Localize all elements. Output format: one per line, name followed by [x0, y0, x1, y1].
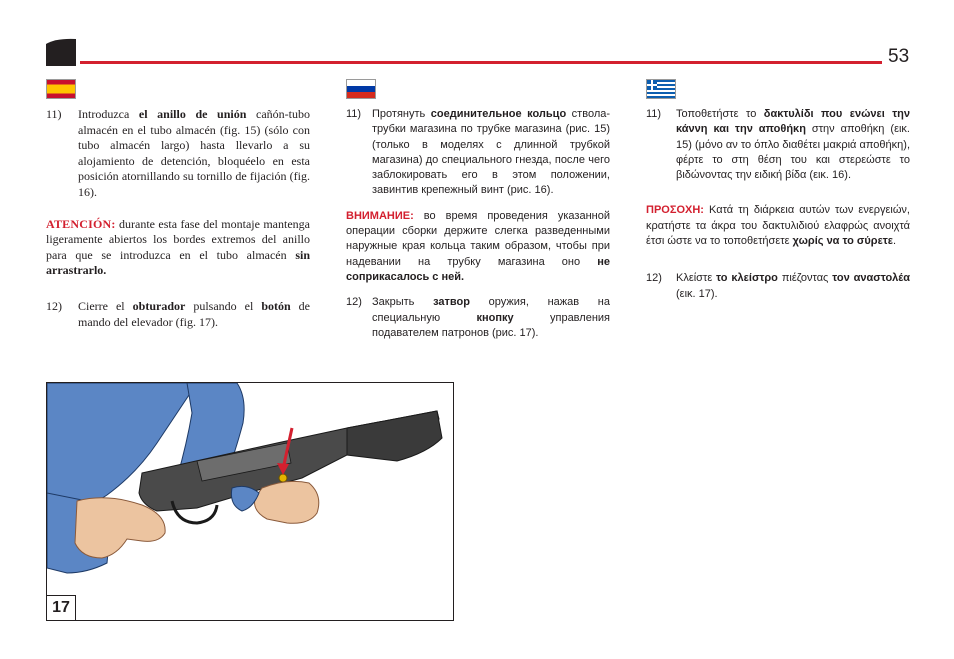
text-run: Закрыть	[372, 296, 434, 309]
step-11-es	[46, 107, 310, 201]
text-run: pulsando el	[185, 298, 262, 313]
step-text	[372, 295, 610, 341]
bold-term: το κλείστρο	[716, 272, 778, 285]
step-number: 11)	[646, 108, 662, 120]
text-run: оружия, нажав на специальную	[372, 296, 610, 324]
bold-term: obturador	[132, 298, 186, 313]
text-run: Τοποθετήστε το	[676, 108, 764, 120]
text-run: πιέζοντας	[777, 272, 833, 285]
text-run: ствола-трубки магазина по трубке магазина (рис. 15) (только в моделях с длинной трубкой магазина) до специального гнезда, после чего заблокировать его в этом положении, завинтив крепежный винт (рис. 16).	[372, 108, 611, 197]
step-text	[78, 299, 310, 330]
step-12-es	[46, 299, 310, 330]
warning-es	[46, 217, 310, 279]
text-run: (εικ. 17).	[676, 287, 718, 300]
step-number: 12)	[646, 272, 662, 285]
bold-term: соединительное кольцо	[430, 108, 567, 120]
bold-term: botón	[261, 298, 291, 313]
warning-label: ATENCIÓN:	[46, 216, 116, 231]
shotgun-illustration	[47, 383, 453, 620]
greek-column	[646, 107, 910, 302]
step-number: 11)	[46, 107, 62, 121]
spain-flag-icon	[46, 79, 76, 99]
step-text	[676, 271, 910, 302]
step-11-gr	[646, 107, 910, 183]
warning-gr	[646, 203, 910, 249]
bold-term: δακτυλίδι που ενώνει την κάννη και την αποθήκη	[676, 108, 910, 136]
spanish-column	[46, 107, 310, 330]
text-run: Протянуть	[372, 108, 431, 120]
text-run: во время проведения указанной операции сборки держите слегка разведенными наружные края кольца таким образом, чтобы при надевании на трубку магазина оно	[346, 209, 610, 268]
text-run: .	[892, 235, 897, 248]
step-number: 12)	[346, 296, 362, 309]
text-run: de mando del elevador (fig. 17).	[78, 298, 310, 329]
step-11-ru	[346, 107, 610, 199]
warning-label: ΠΡΟΣΟΧΗ:	[646, 204, 704, 217]
warning-ru	[346, 209, 610, 285]
text-run: Cierre el	[78, 298, 133, 313]
russia-flag-icon	[346, 79, 376, 99]
russian-column	[346, 107, 610, 341]
warning-label: ВНИМАНИЕ:	[346, 209, 414, 222]
step-12-gr	[646, 271, 910, 302]
text-run: στην αποθήκη (εικ. 15) (μόνο αν το όπλο διαθέτει μακριά αποθήκη), φέρτε το στη θέση του και στερεώστε το βιδώνοντας την ειδική βίδα (εικ. 16).	[676, 123, 910, 182]
greece-flag-icon	[646, 79, 676, 99]
bold-term: el anillo de unión	[138, 107, 247, 121]
step-text	[676, 107, 910, 183]
text-run: cañón-tubo almacén en el tubo almacén (fig. 15) (sólo con tubo almacén largo) hasta llevarlo a su alojamiento de detención, bloquéelo en esta posición atornillando su tornillo de fijación (fig. 16).	[78, 107, 310, 199]
page-number: 53	[888, 46, 910, 67]
text-run: управления подавателем патронов (рис. 17).	[372, 311, 610, 339]
text-run: durante esta fase del montaje mantenga ligeramente abiertos los bordes extremos del anillo para que se introduzca en el tubo almacén	[46, 216, 310, 262]
step-number: 11)	[346, 108, 362, 120]
bold-term: τον αναστολέα	[832, 272, 910, 285]
header-rule	[80, 61, 882, 64]
page-tab-mark	[46, 38, 76, 66]
bold-term: затвор	[433, 296, 470, 309]
bold-term: sin arrastrarlo.	[46, 247, 310, 278]
step-text	[78, 107, 310, 201]
text-run: Κλείστε	[676, 272, 717, 285]
bold-term: χωρίς να το σύρετε	[792, 235, 893, 248]
bold-term: кнопку	[476, 311, 514, 324]
text-run: Κατά τη διάρκεια αυτών των ενεργειών, κρατήστε τα άκρα του δακτυλιδιού ελαφρώς ανοιχτά έτσι ώστε να το τοποθετήσετε	[646, 204, 910, 248]
figure-number: 17	[46, 595, 76, 621]
figure-17	[46, 382, 454, 621]
step-number: 12)	[46, 298, 62, 313]
bold-term: не соприкасалось с ней.	[346, 255, 610, 283]
step-12-ru	[346, 295, 610, 341]
step-text	[372, 107, 610, 199]
text-run: Introduzca	[78, 107, 139, 121]
